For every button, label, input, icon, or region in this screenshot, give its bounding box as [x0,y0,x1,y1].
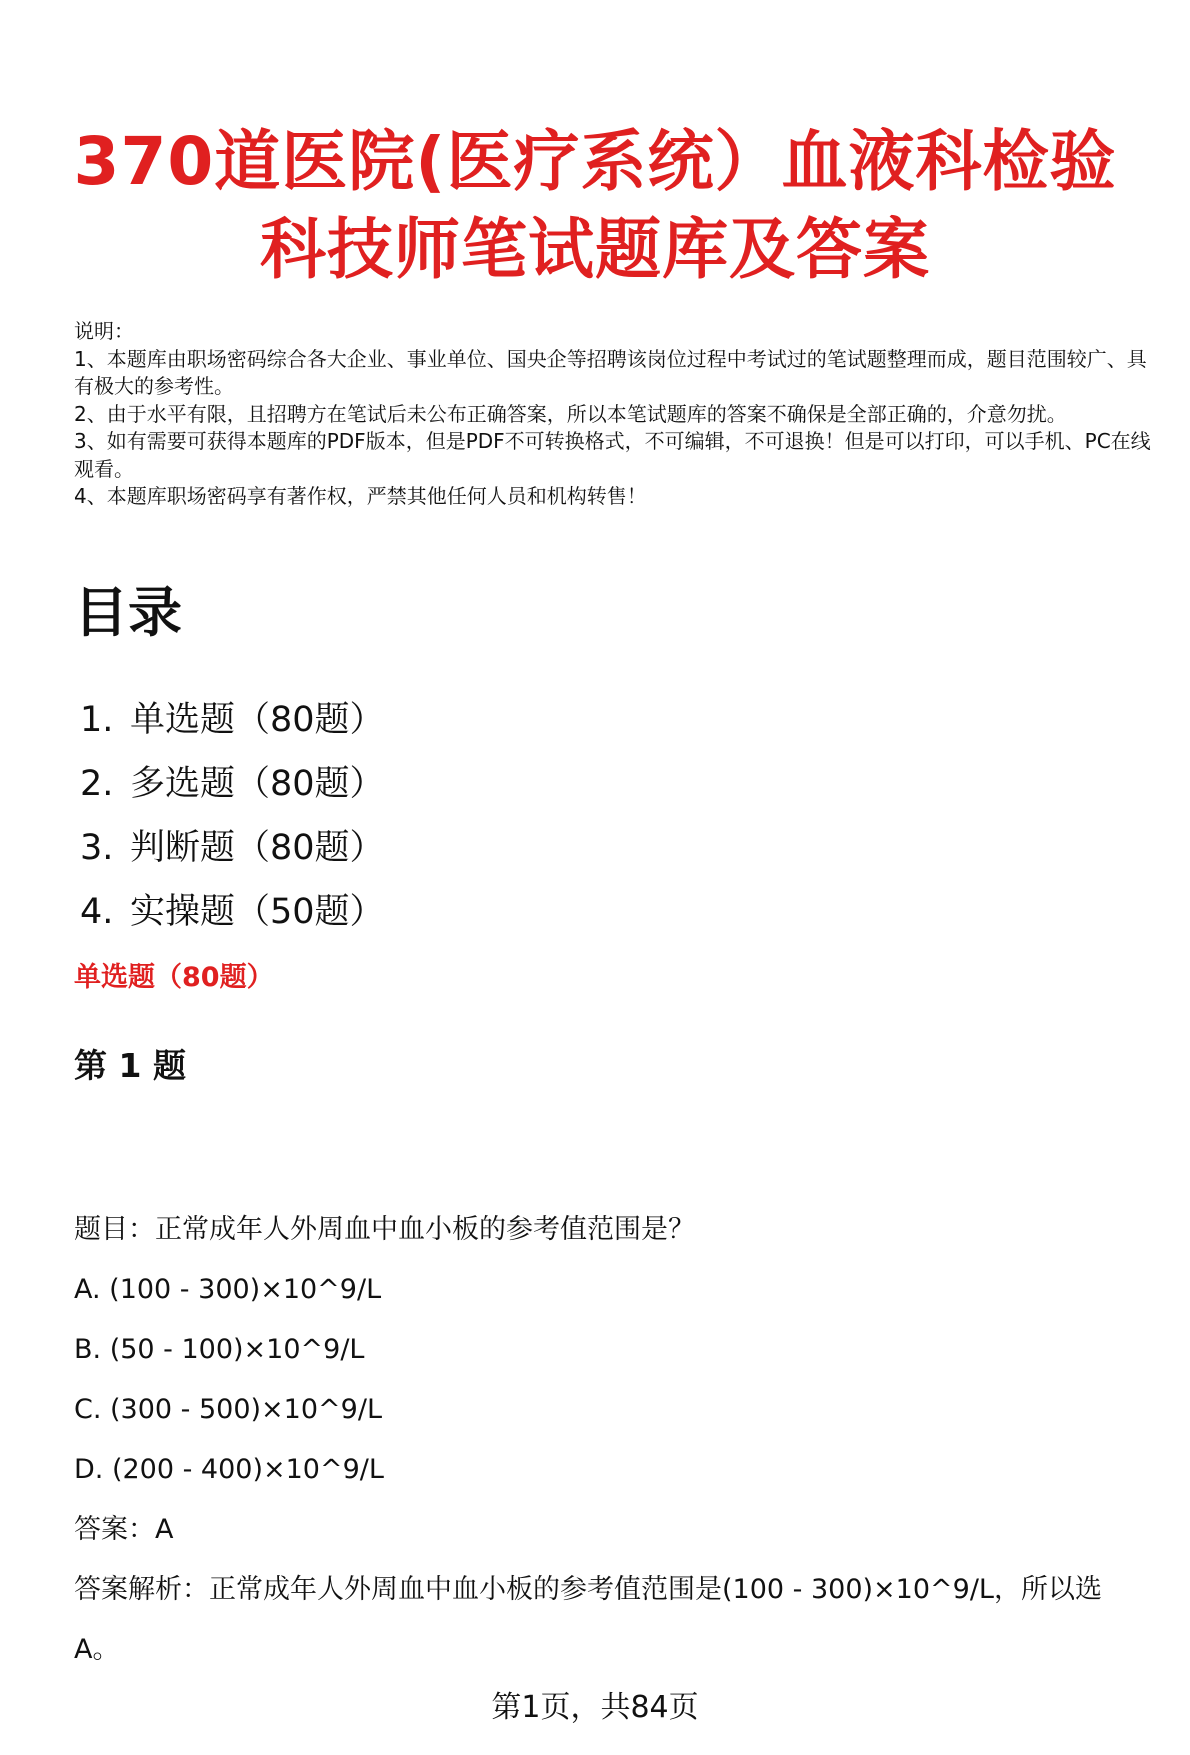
document-title [60,118,1130,294]
toc-item[interactable] [80,816,385,880]
instruction-item: 1、本题库由职场密码综合各大企业、事业单位、国央企等招聘该岗位过程中考试过的笔试题整理而成，题目范围较广、具有极大的参考性。 [74,346,1147,398]
option-d: D. (200 - 400)×10^9/L [74,1454,384,1485]
toc-item-number: 2. [80,764,114,804]
instructions-heading: 说明： [74,319,134,343]
instruction-item: 4、本题库职场密码享有著作权，严禁其他任何人员和机构转售！ [74,484,647,508]
instruction-item: 3、如有需要可获得本题库的PDF版本，但是PDF不可转换格式，不可编辑，不可退换！但是可以打印，可以手机、PC在线观看。 [74,429,1151,481]
question-stem: 题目：正常成年人外周血中血小板的参考值范围是？ [74,1214,695,1245]
option-b: B. (50 - 100)×10^9/L [74,1334,365,1365]
question-number: 第 1 题 [74,1046,186,1085]
toc-item-label: 判断题（80题） [130,828,385,868]
option-a: A. (100 - 300)×10^9/L [74,1274,382,1305]
instruction-item: 2、由于水平有限，且招聘方在笔试后未公布正确答案，所以本笔试题库的答案不确保是全部正确的，介意勿扰。 [74,401,1067,426]
toc-item-label: 多选题（80题） [130,764,385,804]
section-title: 单选题（80题） [74,962,274,993]
toc-item-label: 单选题（80题） [130,700,385,740]
answer-explanation: 答案解析：正常成年人外周血中血小板的参考值范围是(100 - 300)×10^9/L，所以选A。 [74,1574,1102,1665]
toc-item[interactable] [80,752,385,816]
toc-item[interactable] [80,688,385,752]
page-footer: 第1页，共84页 [491,1690,699,1725]
toc-item-label: 实操题（50题） [130,892,385,932]
instructions-block [74,318,1154,511]
document-title-line-1: 370道医院(医疗系统）血液科检验 [73,123,1117,200]
toc-item[interactable] [80,880,385,944]
toc-item-number: 4. [80,892,114,932]
question-block [74,1200,1144,1680]
document-title-line-2: 科技师笔试题库及答案 [260,211,930,288]
toc-item-number: 3. [80,828,114,868]
table-of-contents [80,688,385,944]
option-c: C. (300 - 500)×10^9/L [74,1394,382,1425]
toc-item-number: 1. [80,700,114,740]
answer: 答案：A [74,1514,174,1545]
toc-heading: 目录 [74,581,182,644]
